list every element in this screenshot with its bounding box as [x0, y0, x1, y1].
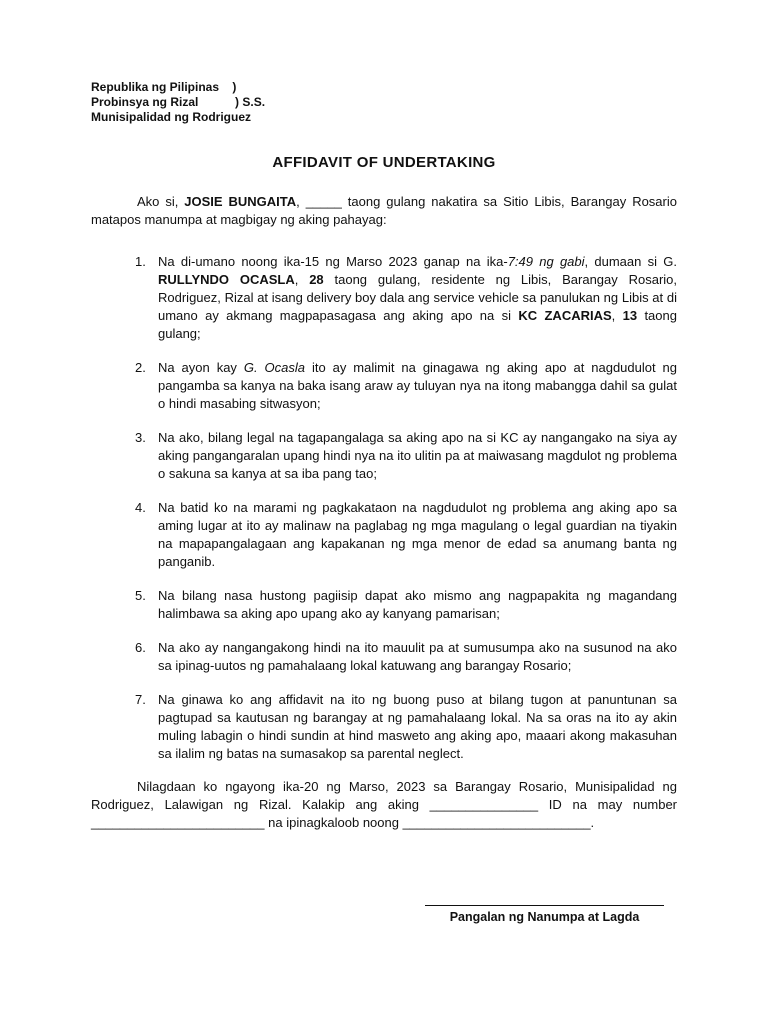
item-text: Na bilang nasa hustong pagiisip dapat ako mismo ang nagpapakita ng magandang halimbawa sa aking apo upang ako ay kanyang pamarisan;	[158, 588, 677, 621]
statement-item	[91, 691, 677, 763]
item-number: 5.	[135, 588, 146, 603]
item-text: taong gulang, residente ng Libis, Barangay Rosario, Rodriguez, Rizal at isang delivery boy dala ang service vehicle sa panulukan ng Libis at di umano ay akmang magpapasagasa ang aking apo na si	[158, 272, 677, 323]
venue-line-municipality: Munisipalidad ng Rodriguez	[91, 110, 251, 124]
item-text: Na ayon kay	[158, 360, 244, 375]
item-text: Na di-umano noong ika-15 ng Marso 2023 ganap na ika-	[158, 254, 508, 269]
item-number: 1.	[135, 254, 146, 269]
venue-line-republic: Republika ng Pilipinas )	[91, 80, 237, 94]
intro-suffix: , _____ taong gulang nakatira sa Sitio Libis, Barangay Rosario matapos manumpa at magbigay ng aking pahayag:	[91, 194, 677, 227]
item-text: , dumaan si G.	[584, 254, 677, 269]
document-title: AFFIDAVIT OF UNDERTAKING	[272, 154, 496, 171]
affiant-name: JOSIE BUNGAITA	[184, 194, 297, 209]
venue-line-province: Probinsya ng Rizal ) S.S.	[91, 95, 266, 109]
statement-item	[91, 499, 677, 571]
statement-item	[91, 359, 677, 413]
item-text: ,	[294, 272, 310, 287]
item-number: 4.	[135, 500, 146, 515]
statement-item	[91, 639, 677, 675]
statement-item	[91, 429, 677, 483]
involved-person-reference: G. Ocasla	[243, 360, 306, 375]
statement-list	[91, 253, 677, 779]
item-text: Na batid ko na marami ng pagkakataon na nagdudulot ng problema ang aking apo sa aming lugar at ito ay malinaw na paglabag ng mga magulang o legal guardian na tiyakin na mapapangalagaan ang kapakanan ng mga menor de edad sa anumang banta ng panganib.	[158, 500, 677, 569]
minor-name: KC ZACARIAS	[518, 308, 612, 323]
item-number: 6.	[135, 640, 146, 655]
item-text: Na ako ay nangangakong hindi na ito mauulit pa at sumusumpa ako na susunod na ako sa ipinag-uutos ng pamahalaang lokal katuwang ang barangay Rosario;	[158, 640, 677, 673]
item-number: 3.	[135, 430, 146, 445]
statement-item	[91, 587, 677, 623]
item-text: Na ako, bilang legal na tagapangalaga sa aking apo na si KC ay nangangako na siya ay aking pangangaralan upang hindi nya na ito ulitin pa at maiwasang magdulot ng problema o sakuna sa kanya at sa iba pang tao;	[158, 430, 677, 481]
incident-time: 7:49 ng gabi	[507, 254, 585, 269]
item-text: taong gulang;	[158, 308, 677, 341]
involved-person-name: RULLYNDO OCASLA	[158, 272, 295, 287]
item-number: 2.	[135, 360, 146, 375]
item-text: Na ginawa ko ang affidavit na ito ng buong puso at bilang tugon at panuntunan sa pagtupad sa kautusan ng barangay at ng pamahalaang lokal. Na sa oras na ito ay akin muling labagin o hindi sundin at hind masweto ang aking apo, maaari akong makasuhan sa ilalim ng batas na sumasakop sa parental neglect.	[158, 692, 677, 761]
involved-person-age: 28	[309, 272, 324, 287]
closing-paragraph: Nilagdaan ko ngayong ika-20 ng Marso, 2023 sa Barangay Rosario, Munisipalidad ng Rodriguez, Lalawigan ng Rizal. Kalakip ang aking _______________ ID na may number ________________________ na ipinagkaloob noong __________________________.	[91, 779, 677, 830]
signature-label: Pangalan ng Nanumpa at Lagda	[449, 910, 640, 924]
signature-line	[425, 905, 664, 906]
item-number: 7.	[135, 692, 146, 707]
intro-paragraph	[91, 193, 677, 229]
item-text: ito ay malimit na ginagawa ng aking apo at nagdudulot ng pangamba sa kanya na baka isang araw ay tuluyan nya na itong mabangga dahil sa gulat o hindi masabing sitwasyon;	[158, 360, 678, 411]
intro-prefix: Ako si,	[137, 194, 185, 209]
venue-header	[91, 80, 265, 125]
item-text: ,	[611, 308, 623, 323]
statement-item	[91, 253, 677, 343]
minor-age: 13	[622, 308, 638, 323]
